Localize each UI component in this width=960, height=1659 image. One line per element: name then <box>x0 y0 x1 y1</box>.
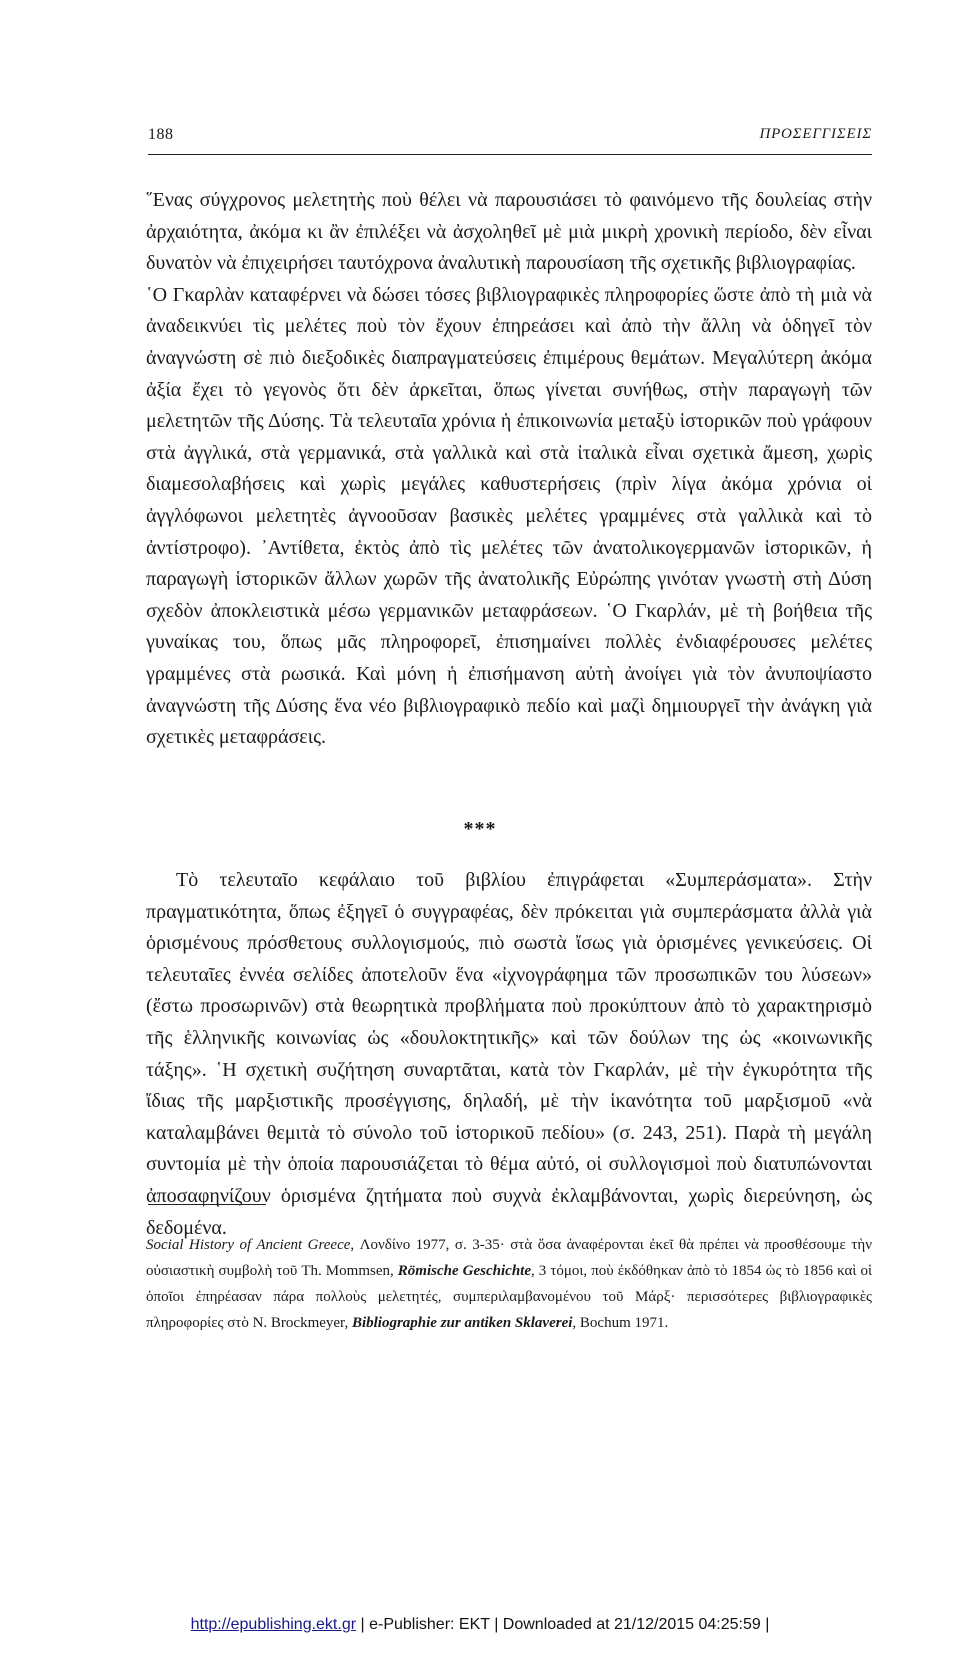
footnote-title-2: Römische Geschichte <box>397 1263 531 1279</box>
footnote <box>146 1232 872 1336</box>
running-title: ΠΡΟΣΕΓΓΙΣΕΙΣ <box>759 126 872 142</box>
paragraph-3: Τὸ τελευταῖο κεφάλαιο τοῦ βιβλίου ἐπιγράφεται «Συμπεράσματα». Στὴν πραγματικότητα, ὅπως ἐξηγεῖ ὁ συγγραφέας, δὲν πρόκειται γιὰ συμπεράσματα ἀλλὰ γιὰ ὁρισμένους πρόσθετους συλλογισμούς, πιὸ σωστὰ ἴσως γιὰ ὁρισμένες γενικεύσεις. Οἱ τελευταῖες ἐννέα σελίδες ἀποτελοῦν ἕνα «ἰχνογράφημα τῶν προσωπικῶν του λύσεων» (ἔστω προσωρινῶν) στὰ θεωρητικὰ προβλήματα ποὺ προκύπτουν ἀπὸ τὸ χαρακτηρισμὸ τῆς ἑλληνικῆς κοινωνίας ὡς «δουλοκτητικῆς» καὶ τῶν δούλων της ὡς «κοινωνικῆς τάξης». ῾Η σχετικὴ συζήτηση συναρτᾶται, κατὰ τὸν Γκαρλάν, μὲ τὴν ἐγκυρότητα τῆς ἴδιας τῆς μαρξιστικῆς προσέγγισης, δηλαδή, μὲ τὴν ἱκανότητα τοῦ μαρξισμοῦ «νὰ καταλαμβάνει θεμιτὰ τὸ σύνολο τοῦ ἱστορικοῦ πεδίου» (σ. 243, 251). Παρὰ τὴ μεγάλη συντομία μὲ τὴν ὁποία παρουσιάζεται τὸ θέμα αὐτό, οἱ συλλογισμοὶ ποὺ διατυπώνονται ἀποσαφηνίζουν ὁρισμένα ζητήματα ποὺ συχνὰ ἐκλαμβάνονται, χωρὶς διερεύνηση, ὡς δεδομένα. <box>146 869 872 1239</box>
footnote-text-3: , Bochum 1971. <box>572 1315 669 1331</box>
paragraph-1: ῞Ενας σύγχρονος μελετητὴς ποὺ θέλει νὰ παρουσιάσει τὸ φαινόμενο τῆς δουλείας στὴν ἀρχαιότητα, ἀκόμα κι ἂν ἐπιλέξει νὰ ἀσχοληθεῖ μὲ μιὰ μικρὴ χρονικὴ περίοδο, δὲν εἶναι δυνατὸν νὰ ἐπιχειρήσει ταυτόχρονα ἀναλυτικὴ παρουσίαση τῆς σχετικῆς βιβλιογραφίας. <box>146 189 872 275</box>
header-rule <box>148 154 872 155</box>
paragraph-2: ῾Ο Γκαρλὰν καταφέρνει νὰ δώσει τόσες βιβλιογραφικὲς πληροφορίες ὥστε ἀπὸ τὴ μιὰ νὰ ἀναδεικνύει τὶς μελέτες ποὺ τὸν ἔχουν ἐπηρεάσει καὶ ἀπὸ τὴν ἄλλη νὰ ὁδηγεῖ τὸν ἀναγνώστη σὲ πιὸ διεξοδικὲς διαπραγματεύσεις ἐπιμέρους θεμάτων. Μεγαλύτερη ἀκόμα ἀξία ἔχει τὸ γεγονὸς ὅτι δὲν ἀρκεῖται, ὅπως γίνεται συνήθως, στὴν παραγωγὴ τῶν μελετητῶν τῆς Δύσης. Τὰ τελευταῖα χρόνια ἡ ἐπικοινωνία μεταξὺ ἱστορικῶν ποὺ γράφουν στὰ ἀγγλικά, στὰ γερμανικά, στὰ γαλλικὰ καὶ στὰ ἰταλικὰ εἶναι σχετικὰ ἄμεση, χωρὶς διαμεσολαβήσεις καὶ χωρὶς μεγάλες καθυστερήσεις (πρὶν λίγα ἀκόμα χρόνια οἱ ἀγγλόφωνοι μελετητὲς ἀγνοοῦσαν βασικὲς μελέτες γραμμένες στὰ γαλλικὰ καὶ τὸ ἀντίστροφο). ᾿Αντίθετα, ἐκτὸς ἀπὸ τὶς μελέτες τῶν ἀνατολικογερμανῶν ἱστορικῶν, ἡ παραγωγὴ ἱστορικῶν ἄλλων χωρῶν τῆς ἀνατολικῆς Εὐρώπης γινόταν γνωστὴ στὴ Δύση σχεδὸν ἀποκλειστικὰ μέσω γερμανικῶν μεταφράσεων. ῾Ο Γκαρλάν, μὲ τὴ βοήθεια τῆς γυναίκας του, ὅπως μᾶς πληροφορεῖ, ἐπισημαίνει πολλὲς ἐνδιαφέρουσες μελέτες γραμμένες στὰ ρωσικά. Καὶ μόνη ἡ ἐπισήμανση αὐτὴ ἀνοίγει γιὰ τὸν ἀνυποψίαστο ἀναγνώστη τῆς Δύσης ἕνα νέο βιβλιογραφικὸ πεδίο καὶ μαζὶ δημιουργεῖ τὴν ἀνάγκη γιὰ σχετικὲς μεταφράσεις. <box>146 283 872 749</box>
main-text-part-2 <box>146 865 872 1244</box>
footnote-text-2: , 3 τόμοι, ποὺ ἐκδόθηκαν ἀπὸ τὸ 1854 ὡς τὸ 1856 καὶ οἱ ὁποῖοι ἐπηρέασαν πάρα πολλοὺς μελετητές, συμπεριλαμβανομένου τοῦ Μάρξ· περισσότερες βιβλιογραφικὲς πληροφορίες στὸ N. Brockmeyer, <box>146 1263 872 1331</box>
page-number: 188 <box>148 126 174 143</box>
section-separator: *** <box>463 818 497 840</box>
footnote-title-3: Bibliographie zur antiken Sklaverei <box>351 1315 573 1331</box>
footer-meta: | e-Publisher: EKT | Downloaded at 21/12/2015 04:25:59 | <box>356 1616 770 1633</box>
footnote-text-1: , Λονδίνο 1977, σ. 3-35· στὰ ὅσα ἀναφέρονται ἐκεῖ θὰ πρέπει νὰ προσθέσουμε τὴν οὐσιαστικὴ συμβολὴ τοῦ Th. Mommsen, <box>146 1237 872 1279</box>
footnote-title-1: Social History of Ancient Greece <box>146 1237 351 1253</box>
footnote-rule <box>148 1204 266 1205</box>
download-footer <box>0 1616 960 1634</box>
main-text-part-1 <box>146 185 872 754</box>
epublishing-link[interactable]: http://epublishing.ekt.gr <box>190 1616 357 1633</box>
running-head <box>148 126 872 150</box>
